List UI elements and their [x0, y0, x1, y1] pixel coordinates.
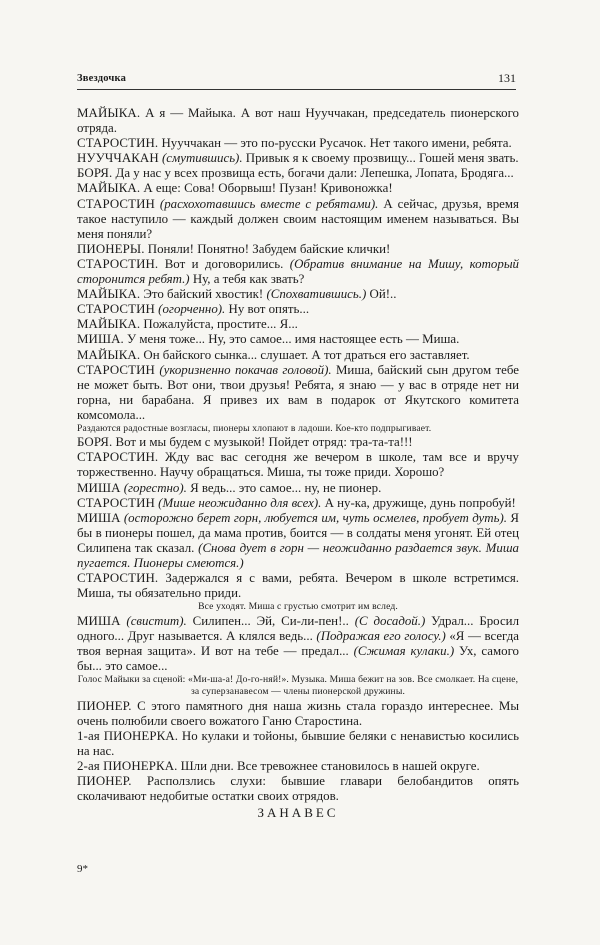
speaker-name: МИША [77, 510, 121, 525]
speaker-name: БОРЯ. [77, 435, 113, 450]
stage-remark: (расхохотавшись вместе с ребятами). [159, 196, 379, 211]
line-text: Он байского сынка... слушает. А тот драться его заставляет. [140, 347, 470, 362]
dialogue-line [77, 571, 519, 601]
line-text: Шли дни. Все тревожнее становилось в нашей округе. [177, 758, 480, 773]
dialogue-line [77, 257, 519, 287]
line-text: Ну, а тебя как звать? [189, 272, 305, 287]
dialogue-line [77, 106, 519, 136]
dialogue-line [77, 481, 519, 496]
speaker-name: ПИОНЕР. [77, 774, 132, 789]
speaker-name: МИША. [77, 332, 124, 347]
line-text: Я ведь... это самое... ну, не пионер. [186, 480, 382, 495]
page-number: 131 [498, 71, 516, 85]
speaker-name: МАЙЫКА. [77, 287, 141, 302]
speaker-name: МАЙЫКА. [77, 181, 141, 196]
stage-remark: (Подражая его голосу.) [312, 628, 446, 643]
dialogue-line [77, 242, 519, 257]
line-text: «Я — всегда твоя верная защита». И вот на тебе — предал... [77, 628, 519, 658]
stage-remark: (огорченно). [158, 302, 226, 317]
stage-remark: (горестно). [123, 480, 187, 495]
speaker-name: 2-ая ПИОНЕРКА. [77, 758, 178, 773]
speaker-name: НУУЧЧАКАН [77, 151, 159, 166]
line-text: Расползлись слухи: бывшие главари белобандитов опять сколачивают недобитые остатки своих отрядов. [77, 774, 519, 804]
stage-remark: (смутившись). [161, 151, 243, 166]
dialogue-line [77, 151, 519, 166]
speaker-name: БОРЯ. [77, 166, 113, 181]
curtain-heading: ЗАНАВЕС [257, 805, 339, 821]
line-text: Вот и мы будем с музыкой! Пойдет отряд: тра-та-та!!! [112, 435, 413, 450]
stage-direction: Все уходят. Миша с грустью смотрит им вслед. [198, 601, 398, 613]
dialogue-line [77, 181, 519, 196]
line-text: Нууччакан — это по-русски Русачок. Нет такого имени, ребята. [158, 136, 512, 151]
speaker-name: СТАРОСТИН. [77, 136, 159, 151]
speaker-name: СТАРОСТИН. [77, 256, 159, 271]
speaker-name: СТАРОСТИН [77, 196, 155, 211]
dialogue-line [77, 759, 519, 774]
line-text: У меня тоже... Ну, это самое... имя настоящее есть — Миша. [123, 332, 460, 347]
speaker-name: СТАРОСТИН [77, 302, 155, 317]
line-text: С этого памятного дня наша жизнь стала гораздо интереснее. Мы очень полюбили своего вожатого Ганю Старостина. [77, 698, 519, 728]
speaker-name: ПИОНЕР. [77, 698, 132, 713]
line-text: Ух, самого бы... это самое... [77, 643, 519, 673]
speaker-name: СТАРОСТИН. [77, 450, 159, 465]
speaker-name: ПИОНЕРЫ. [77, 241, 145, 256]
line-text: Ой!.. [366, 287, 397, 302]
stage-remark: (С досадой.) [348, 613, 426, 628]
stage-direction: Голос Майыки за сценой: «Ми-ша-а! До-го-няй!». Музыка. Миша бежит на зов. Все смолкает. На сцене, за суперзанавесом — члены пионерской дружины. [77, 673, 519, 698]
speaker-name: МАЙЫКА. [77, 347, 141, 362]
line-text: Задержался я с вами, ребята. Вечером в школе встретимся. Миша, ты обязательно приди. [77, 571, 519, 601]
line-text: Но кулаки и тойоны, бывшие беляки с ненавистью косились на нас. [77, 728, 520, 758]
line-text: А я — Майыка. А вот наш Нууччакан, председатель пионерского отряда. [77, 106, 519, 136]
dialogue-line [77, 699, 519, 729]
dialogue-line [77, 317, 519, 332]
dialogue-line [77, 496, 519, 511]
page-header [77, 71, 516, 90]
speaker-name: СТАРОСТИН. [77, 571, 159, 586]
dialogue-line [77, 511, 519, 571]
speaker-name: СТАРОСТИН [77, 362, 155, 377]
line-text: Вот и договорились. [158, 256, 284, 271]
dialogue-line [77, 614, 519, 674]
line-text: Силипен... Эй, Си-ли-пен!.. [186, 613, 349, 628]
dialogue-line [77, 774, 519, 804]
dialogue-line [77, 348, 519, 363]
stage-remark: (свистит). [126, 613, 187, 628]
stage-remark: (Сжимая кулаки.) [348, 643, 455, 658]
line-text: А ну-ка, дружище, дунь попробуй! [321, 495, 516, 510]
dialogue-line [77, 332, 519, 347]
line-text: Удрал... Бросил одного... Друг называется. А клялся ведь... [77, 613, 519, 643]
stage-remark: (Снова дует в горн — неожиданно раздается звук. Миша пугается. Пионеры смеются.) [77, 540, 519, 571]
play-text [77, 106, 519, 820]
speaker-name: МИША [77, 480, 121, 495]
line-text: Миша, байский сын другом тебе не может быть. Вот они, твои друзья! Ребята, я знаю — у вас в отряде нет ни горна, ни барабана. Я привез их вам в подарок от Якутского комитета комсомола... [77, 362, 519, 422]
speaker-name: МИША [77, 613, 121, 628]
dialogue-line [77, 302, 519, 317]
stage-remark: (укоризненно покачав головой). [159, 362, 332, 377]
line-text: Привык я к своему прозвищу... Гошей меня звать. [242, 151, 519, 166]
speaker-name: СТАРОСТИН [77, 495, 155, 510]
signature-mark: 9* [77, 863, 88, 875]
speaker-name: МАЙЫКА. [77, 106, 141, 120]
running-title: Звездочка [77, 73, 127, 84]
line-text: Ну вот опять... [225, 302, 310, 317]
dialogue-line [77, 136, 519, 151]
speaker-name: 1-ая ПИОНЕРКА. [77, 728, 179, 743]
dialogue-line [77, 363, 519, 423]
line-text: А еще: Сова! Оборвыш! Пузан! Кривоножка! [140, 181, 393, 196]
line-text: Пожалуйста, простите... Я... [140, 317, 298, 332]
line-text: А сейчас, друзья, время такое наступило — каждый должен своим настоящим именем называться. Вы меня поняли? [77, 196, 519, 241]
line-text: Поняли! Понятно! Забудем байские клички! [144, 241, 391, 256]
dialogue-line [77, 450, 519, 480]
stage-remark: (Мише неожиданно для всех). [158, 495, 322, 510]
dialogue-line [77, 166, 519, 181]
line-text: Да у нас у всех прозвища есть, богачи дали: Лепешка, Лопата, Бродяга... [112, 166, 514, 181]
dialogue-line [77, 287, 519, 302]
stage-direction: Раздаются радостные возгласы, пионеры хлопают в ладоши. Кое-кто подпрыгивает. [77, 422, 432, 434]
stage-remark: (Обратив внимание на Мишу, который сторонится ребят.) [77, 256, 519, 287]
dialogue-line [77, 197, 519, 242]
speaker-name: МАЙЫКА. [77, 317, 141, 332]
stage-remark: (осторожно берет горн, любуется им, чуть осмелев, пробует дуть). [123, 510, 507, 525]
dialogue-line [77, 435, 519, 450]
stage-remark: (Спохватившись.) [263, 287, 367, 302]
line-text: Это байский хвостик! [140, 287, 264, 302]
line-text: Жду вас вас сегодня же вечером в школе, там все и вручу торжественно. Научу обращаться. Миша, ты тоже приди. Хорошо? [77, 450, 519, 480]
dialogue-line [77, 729, 519, 759]
line-text: Я бы в пионеры пошел, да мама против, боится — в солдаты меня угонят. Ей отец Силипена так сказал. [77, 510, 519, 555]
